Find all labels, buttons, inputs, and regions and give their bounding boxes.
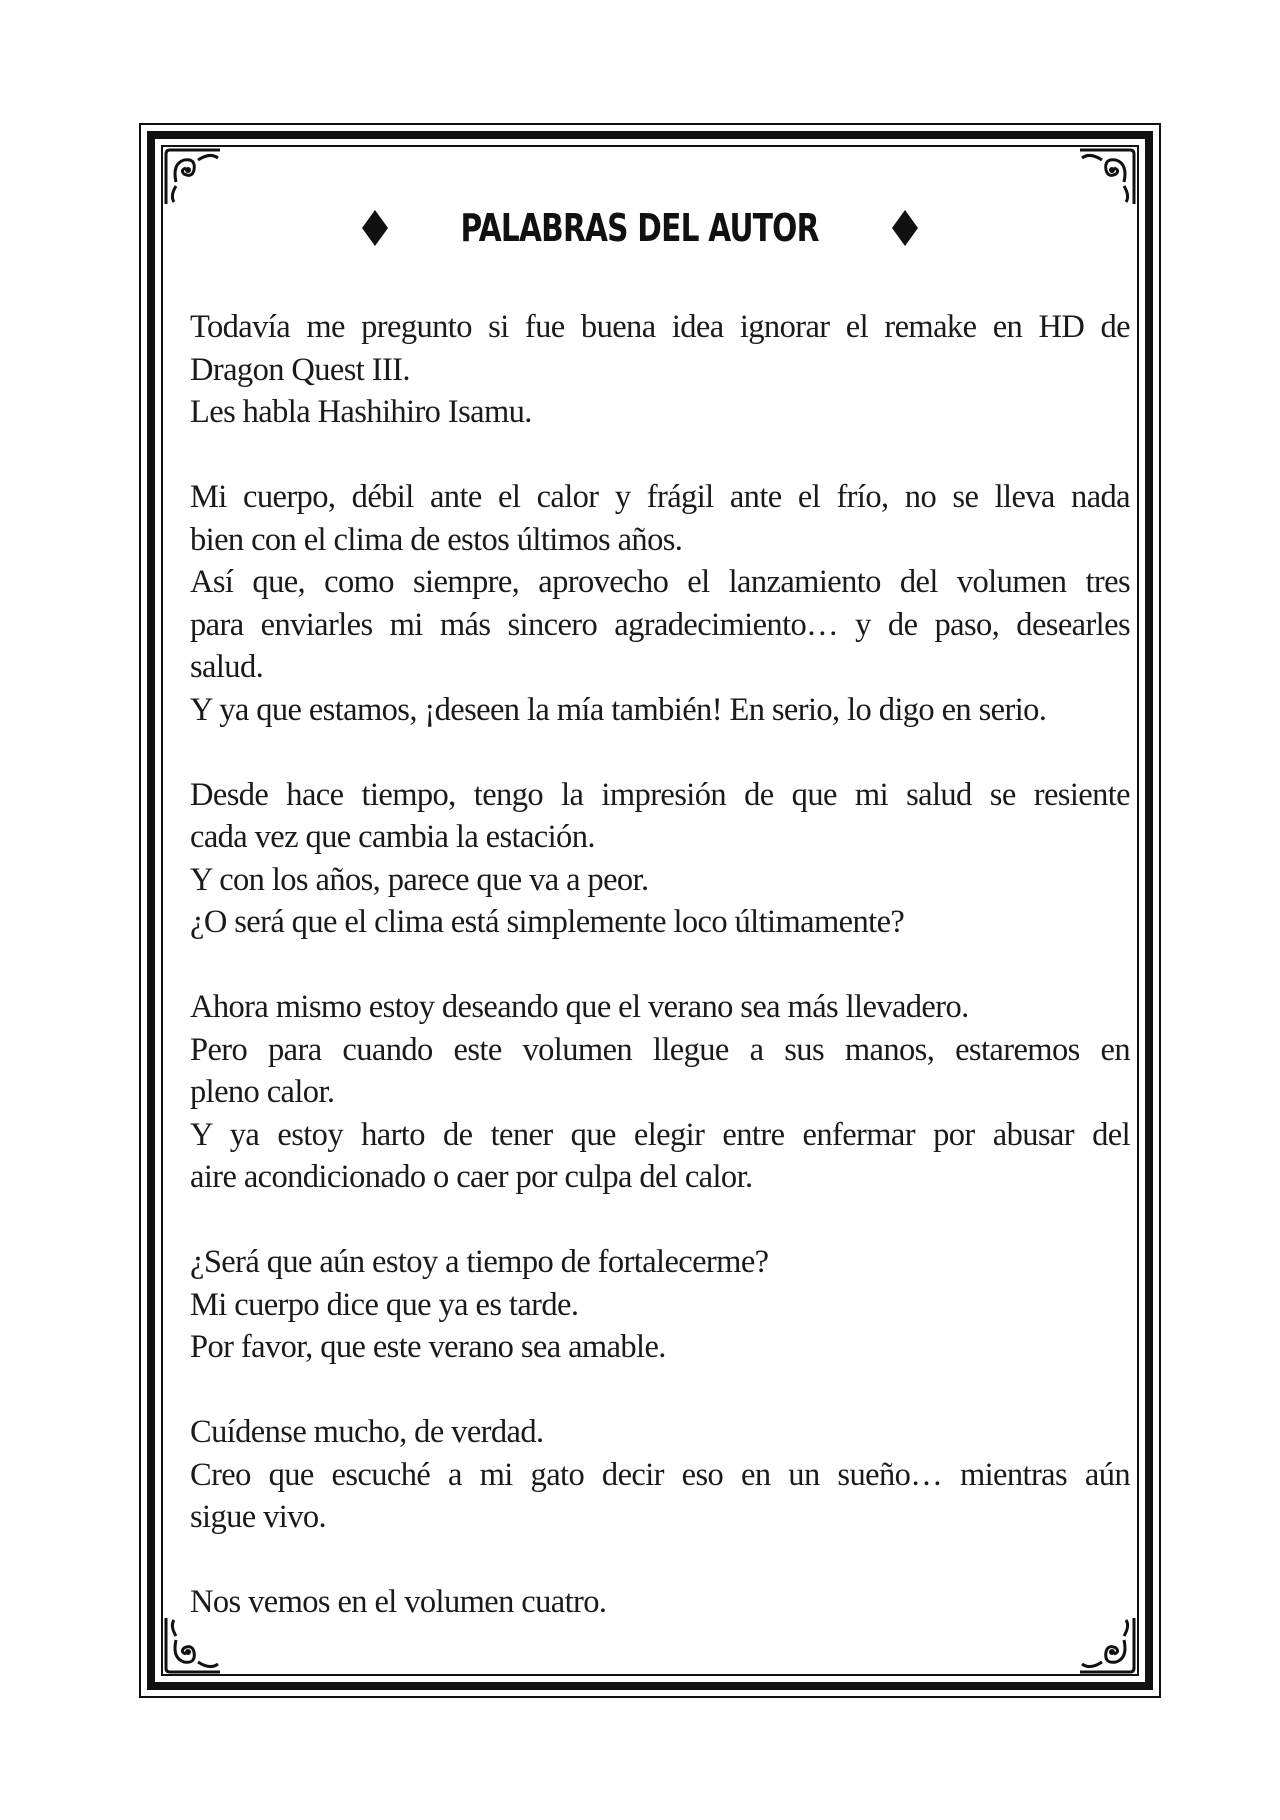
text-line: Y ya estoy harto de tener que elegir entre enfermar por abusar del bbox=[190, 1116, 1130, 1153]
diamond-icon bbox=[892, 210, 918, 246]
text-line: ¿Será que aún estoy a tiempo de fortalecerme? bbox=[190, 1244, 769, 1280]
text-line: Así que, como siempre, aprovecho el lanzamiento del volumen tres bbox=[190, 564, 1130, 600]
paragraph bbox=[190, 306, 1130, 434]
text-line: Pero para cuando este volumen llegue a sus manos, estaremos en bbox=[190, 1031, 1130, 1068]
text-line: para enviarles mi más sincero agradecimiento… y de paso, desearles bbox=[190, 606, 1130, 643]
text-line: Desde hace tiempo, tengo la impresión de que mi salud se resiente bbox=[190, 776, 1130, 813]
paragraph bbox=[190, 1241, 1130, 1369]
paragraph bbox=[190, 986, 1130, 1199]
page-title: PALABRAS DEL AUTOR bbox=[460, 206, 820, 250]
paragraph bbox=[190, 476, 1130, 731]
text-line: Creo que escuché a mi gato decir eso en un sueño… mientras aún bbox=[190, 1456, 1130, 1493]
author-note-body bbox=[190, 306, 1130, 1666]
text-line: bien con el clima de estos últimos años. bbox=[190, 521, 683, 558]
text-line: cada vez que cambia la estación. bbox=[190, 819, 595, 855]
paragraph bbox=[190, 1581, 1130, 1624]
text-line: Por favor, que este verano sea amable. bbox=[190, 1329, 666, 1365]
text-line: Y ya que estamos, ¡deseen la mía también! En serio, lo digo en serio. bbox=[190, 691, 1047, 728]
text-line: aire acondicionado o caer por culpa del calor. bbox=[190, 1159, 753, 1195]
paragraph bbox=[190, 774, 1130, 944]
paragraph bbox=[190, 1411, 1130, 1539]
text-line: Cuídense mucho, de verdad. bbox=[190, 1414, 544, 1450]
text-line: Mi cuerpo dice que ya es tarde. bbox=[190, 1286, 579, 1323]
text-line: ¿O será que el clima está simplemente loco últimamente? bbox=[190, 904, 905, 940]
text-line: Ahora mismo estoy deseando que el verano sea más llevadero. bbox=[190, 989, 969, 1025]
text-line: Mi cuerpo, débil ante el calor y frágil ante el frío, no se lleva nada bbox=[190, 479, 1130, 515]
text-line: Todavía me pregunto si fue buena idea ignorar el remake en HD de bbox=[190, 309, 1130, 345]
text-line: sigue vivo. bbox=[190, 1499, 327, 1535]
page-heading bbox=[0, 198, 1280, 258]
diamond-icon bbox=[362, 210, 388, 246]
text-line: Les habla Hashihiro Isamu. bbox=[190, 394, 532, 430]
text-line: Nos vemos en el volumen cuatro. bbox=[190, 1584, 607, 1620]
text-line: salud. bbox=[190, 649, 264, 685]
text-line: Dragon Quest III. bbox=[190, 351, 410, 388]
text-line: Y con los años, parece que va a peor. bbox=[190, 861, 649, 898]
text-line: pleno calor. bbox=[190, 1074, 335, 1110]
